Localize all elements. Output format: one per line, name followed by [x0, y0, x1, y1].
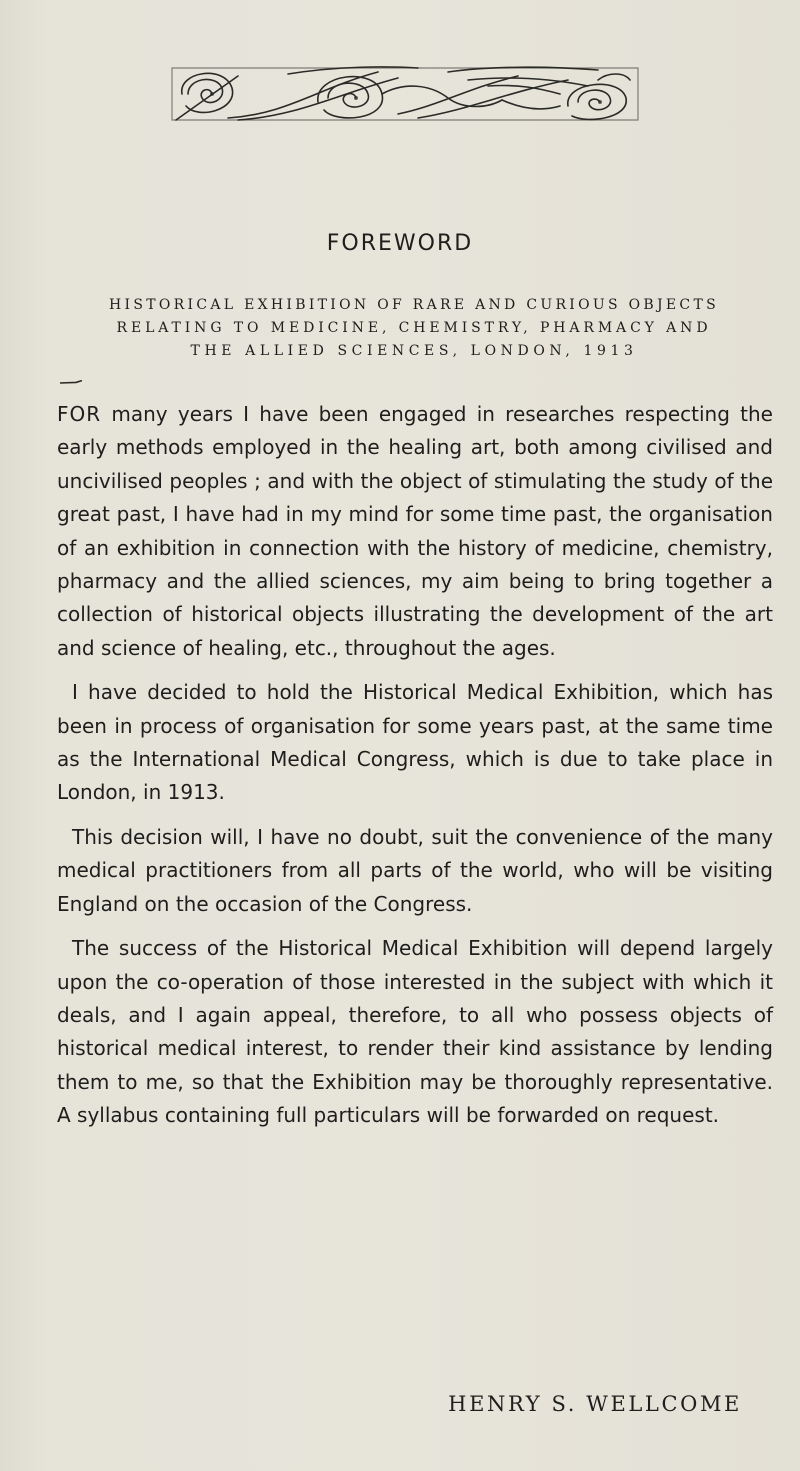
paragraph-text: many years I have been engaged in researches respecting the early methods employed in the healing art, both among civilised and uncivilised peoples ; and with the object of stimulating the study of the great past, I have had in my mind for some time past, the organisation of an exhibition in connection with the history of medicine, chemistry, pharmacy and the allied sciences, my aim being to bring together a collection of historical objects illustrating the development of the art and science of healing, etc., throughout the ages.: [57, 402, 773, 660]
page-title: FOREWORD: [326, 231, 474, 256]
foreword-body: [57, 398, 773, 1144]
paragraph-text: I have decided to hold the Historical Medical Exhibition, which has been in process of organisation for some years past, at the same time as the International Medical Congress, which is due to take place in London, in 1913.: [57, 680, 773, 805]
signature: HENRY S. WELLCOME: [448, 1392, 742, 1416]
paragraph-2: [57, 676, 773, 810]
paragraph-lead-word: FOR: [57, 402, 102, 426]
rule-dash-icon: [60, 380, 82, 384]
paragraph-4: [57, 932, 773, 1132]
paragraph-3: [57, 821, 773, 921]
exhibition-subtitle: [56, 294, 772, 363]
paragraph-text: This decision will, I have no doubt, suit the convenience of the many medical practitioners from all parts of the world, who will be visiting England on the occasion of the Congress.: [57, 824, 773, 916]
decorative-scroll-ornament-icon: [168, 58, 642, 130]
subtitle-line-3: THE ALLIED SCIENCES, LONDON, 1913: [190, 343, 638, 359]
subtitle-line-2: RELATING TO MEDICINE, CHEMISTRY, PHARMACY AND: [116, 320, 712, 336]
paragraph-1: [57, 398, 773, 665]
paragraph-text: The success of the Historical Medical Exhibition will depend largely upon the co-operation of those interested in the subject with which it deals, and I again appeal, therefore, to all who possess objects of historical medical interest, to render their kind assistance by lending them to me, so that the Exhibition may be thoroughly representative. A syllabus containing full particulars will be forwarded on request.: [57, 936, 773, 1128]
subtitle-line-1: HISTORICAL EXHIBITION OF RARE AND CURIOUS OBJECTS: [109, 297, 719, 313]
